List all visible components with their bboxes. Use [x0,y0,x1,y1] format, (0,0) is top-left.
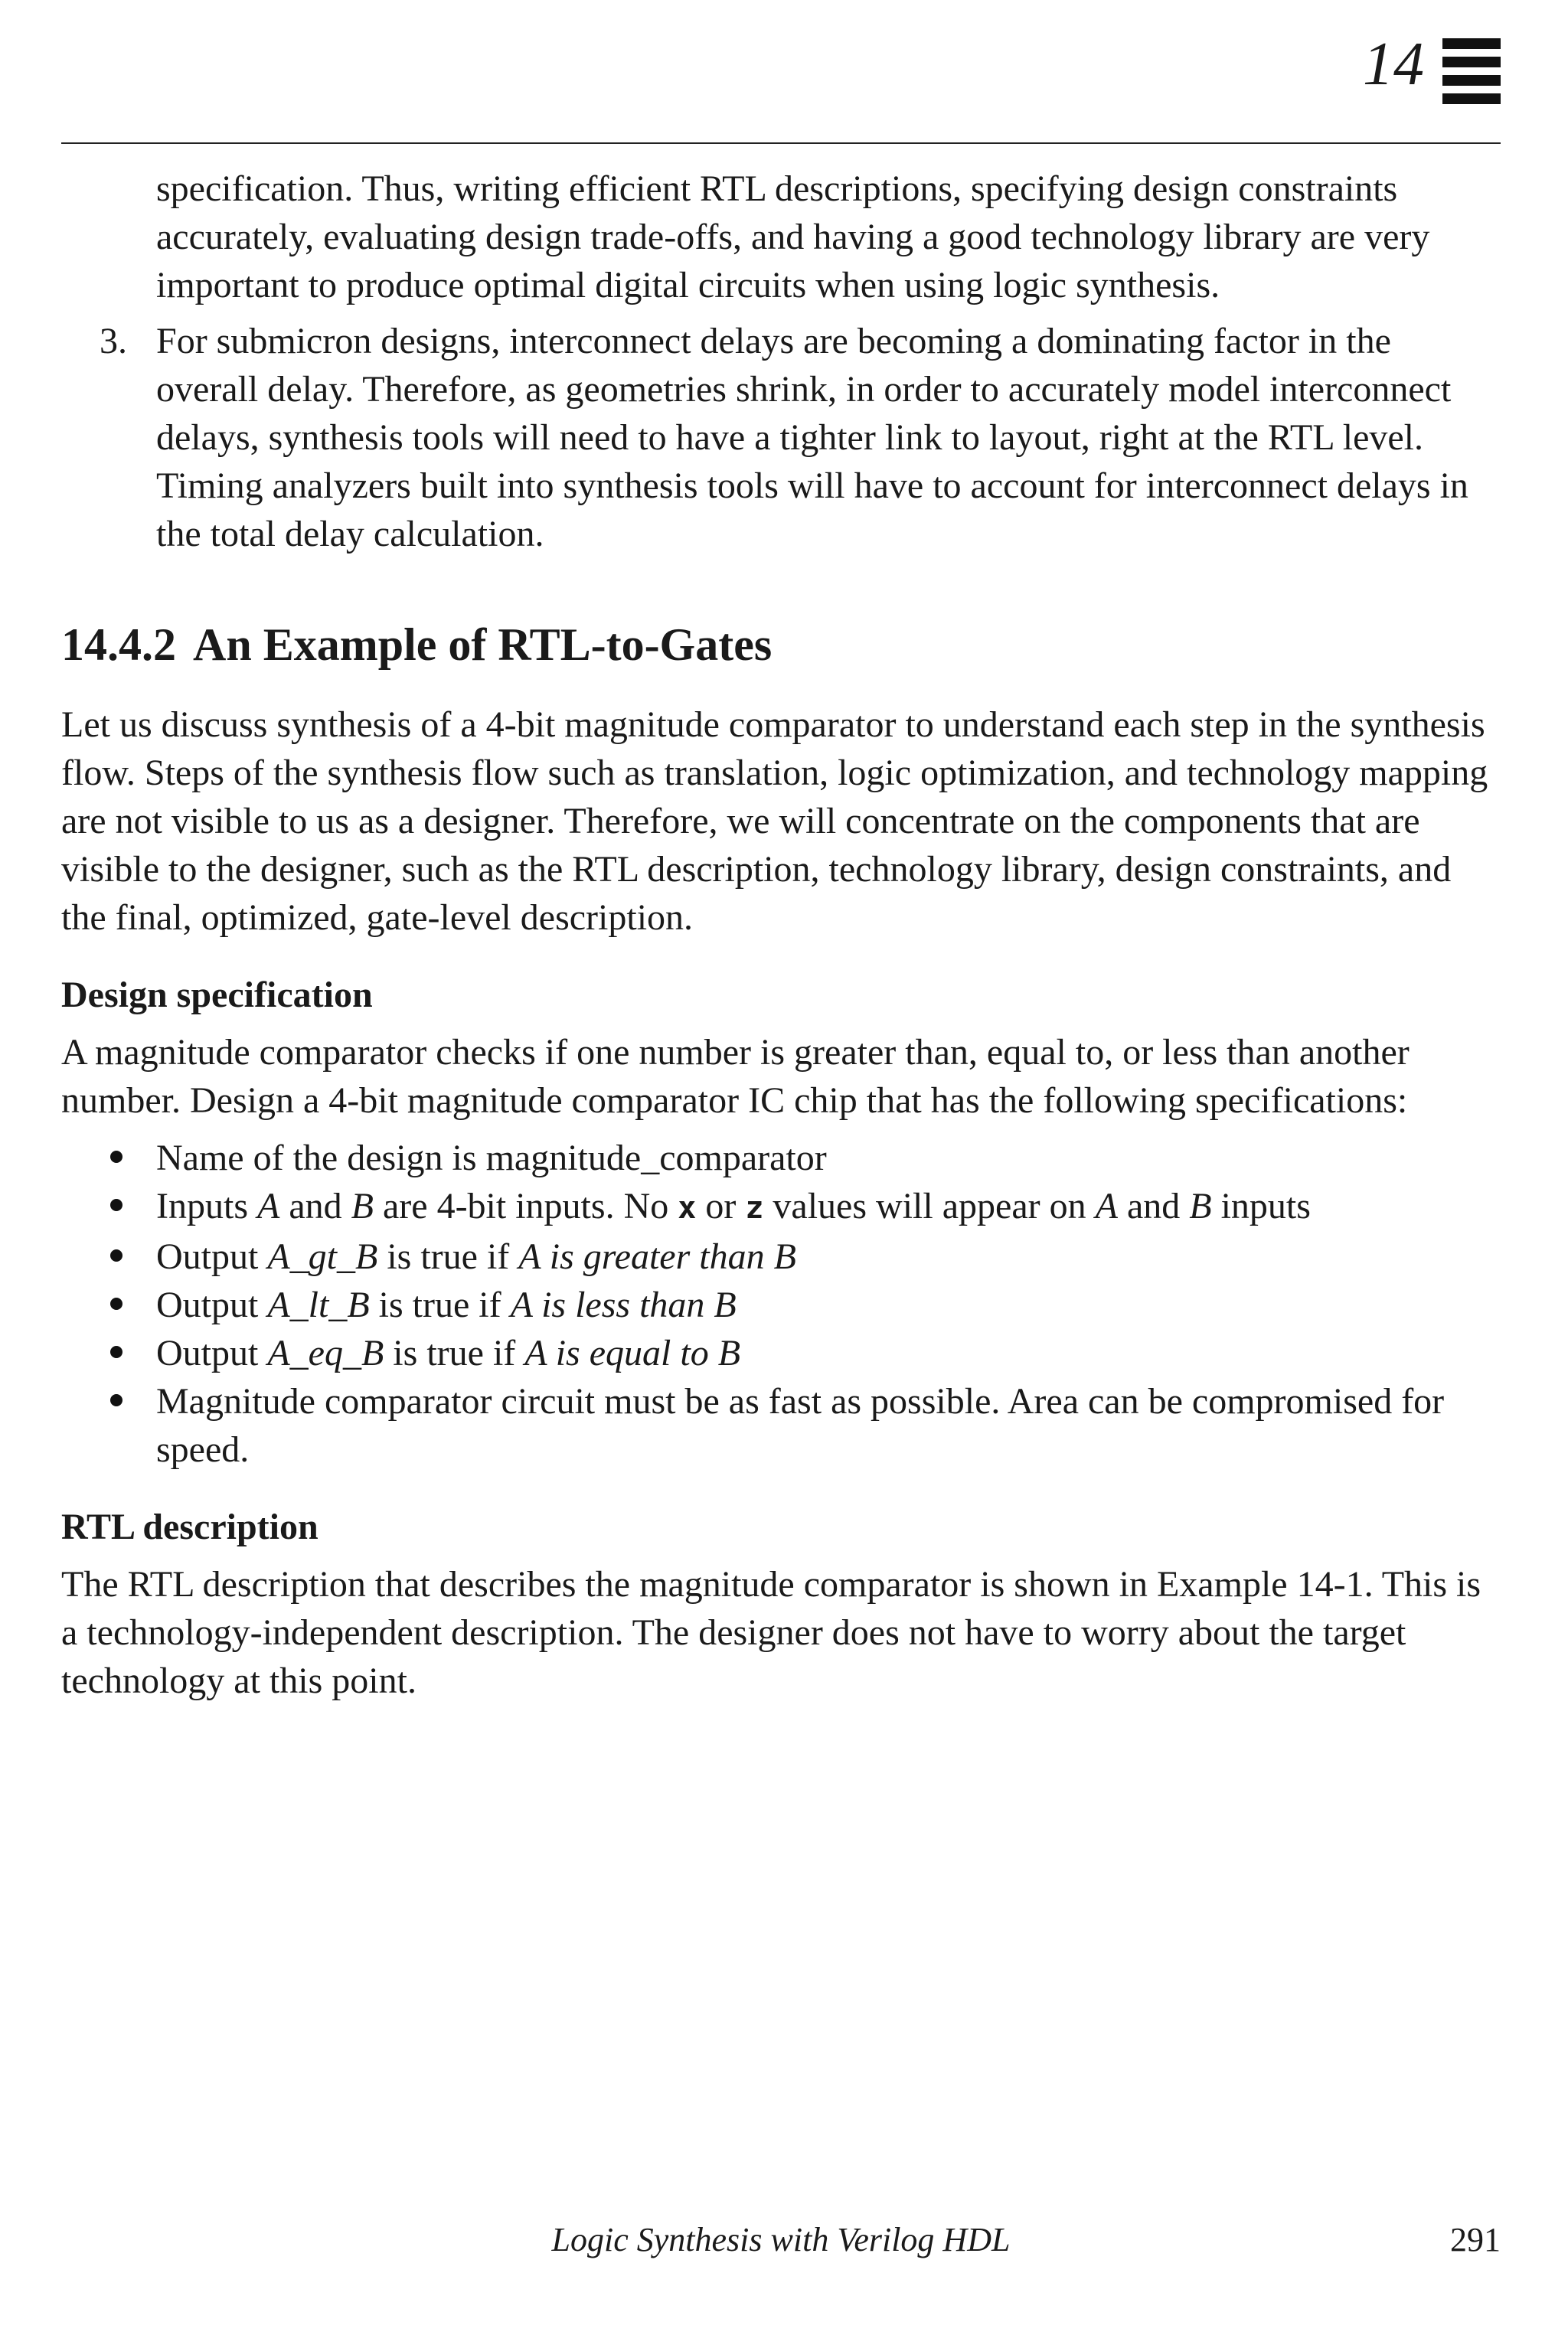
section-intro: Let us discuss synthesis of a 4-bit magnitude comparator to understand each step in the synthesis flow. Steps of the synthesis flow such as translation, logic optimization, and technology mapping are not visible to us as a designer. Therefore, we will concentrate on the components that are visible to the designer, such as the RTL description, technology library, design constraints, and the final, optimized, gate-level description. [61,704,1488,938]
rtl-text: The RTL description that describes the magnitude comparator is shown in Example 14-1. This is a technology-independent description. The designer does not have to worry about the target technology at this point. [61,1564,1481,1701]
bullet-icon [110,1394,122,1406]
item-text: For submicron designs, interconnect delays are becoming a dominating factor in the overall delay. Therefore, as geometries shrink, in order to accurately model interconnect delays, synthesis tools will need to have a tighter link to layout, right at the RTL level. Timing analyzers built into synthesis tools will have to account for interconnect delays in the total delay calculation. [156,321,1468,554]
list-item: Output A_gt_B is true if A is greater than B [61,1233,1501,1281]
list-item: Name of the design is magnitude_comparator [61,1134,1501,1182]
page-number: 291 [1450,2221,1501,2258]
book-title: Logic Synthesis with Verilog HDL [551,2221,1011,2258]
rtl-heading: RTL description [61,1507,318,1547]
spec-list [61,1134,1501,1474]
item-number: 3. [100,321,127,361]
chapter-bars-icon [1442,38,1501,112]
section-title: An Example of RTL-to-Gates [193,619,773,670]
chapter-number: 14 [1363,31,1424,98]
bullet-icon [110,1346,122,1358]
list-item: Output A_eq_B is true if A is equal to B [61,1329,1501,1377]
design-spec-heading: Design specification [61,975,373,1015]
section-heading [61,618,1501,671]
bullet-icon [110,1151,122,1163]
bullet-icon [110,1249,122,1262]
list-item: Inputs A and B are 4-bit inputs. No x or z values will appear on A and B inputs [61,1182,1501,1233]
page-footer [61,2220,1501,2274]
design-spec-intro: A magnitude comparator checks if one number is greater than, equal to, or less than another number. Design a 4-bit magnitude comparator IC chip that has the following specifications: [61,1032,1410,1121]
header-rule [61,142,1501,144]
bullet-icon [110,1199,122,1211]
list-item: Magnitude comparator circuit must be as fast as possible. Area can be compromised for speed. [61,1377,1501,1474]
page-header [61,23,1501,145]
page-content [61,165,1501,1705]
numbered-item-3 [61,317,1501,558]
section-number: 14.4.2 [61,619,176,670]
bullet-icon [110,1298,122,1310]
continued-paragraph: specification. Thus, writing efficient RTL descriptions, specifying design constraints accurately, evaluating design trade-offs, and having a good technology library are very important to produce optimal digital circuits when using logic synthesis. [156,168,1430,305]
list-item: Output A_lt_B is true if A is less than B [61,1281,1501,1329]
